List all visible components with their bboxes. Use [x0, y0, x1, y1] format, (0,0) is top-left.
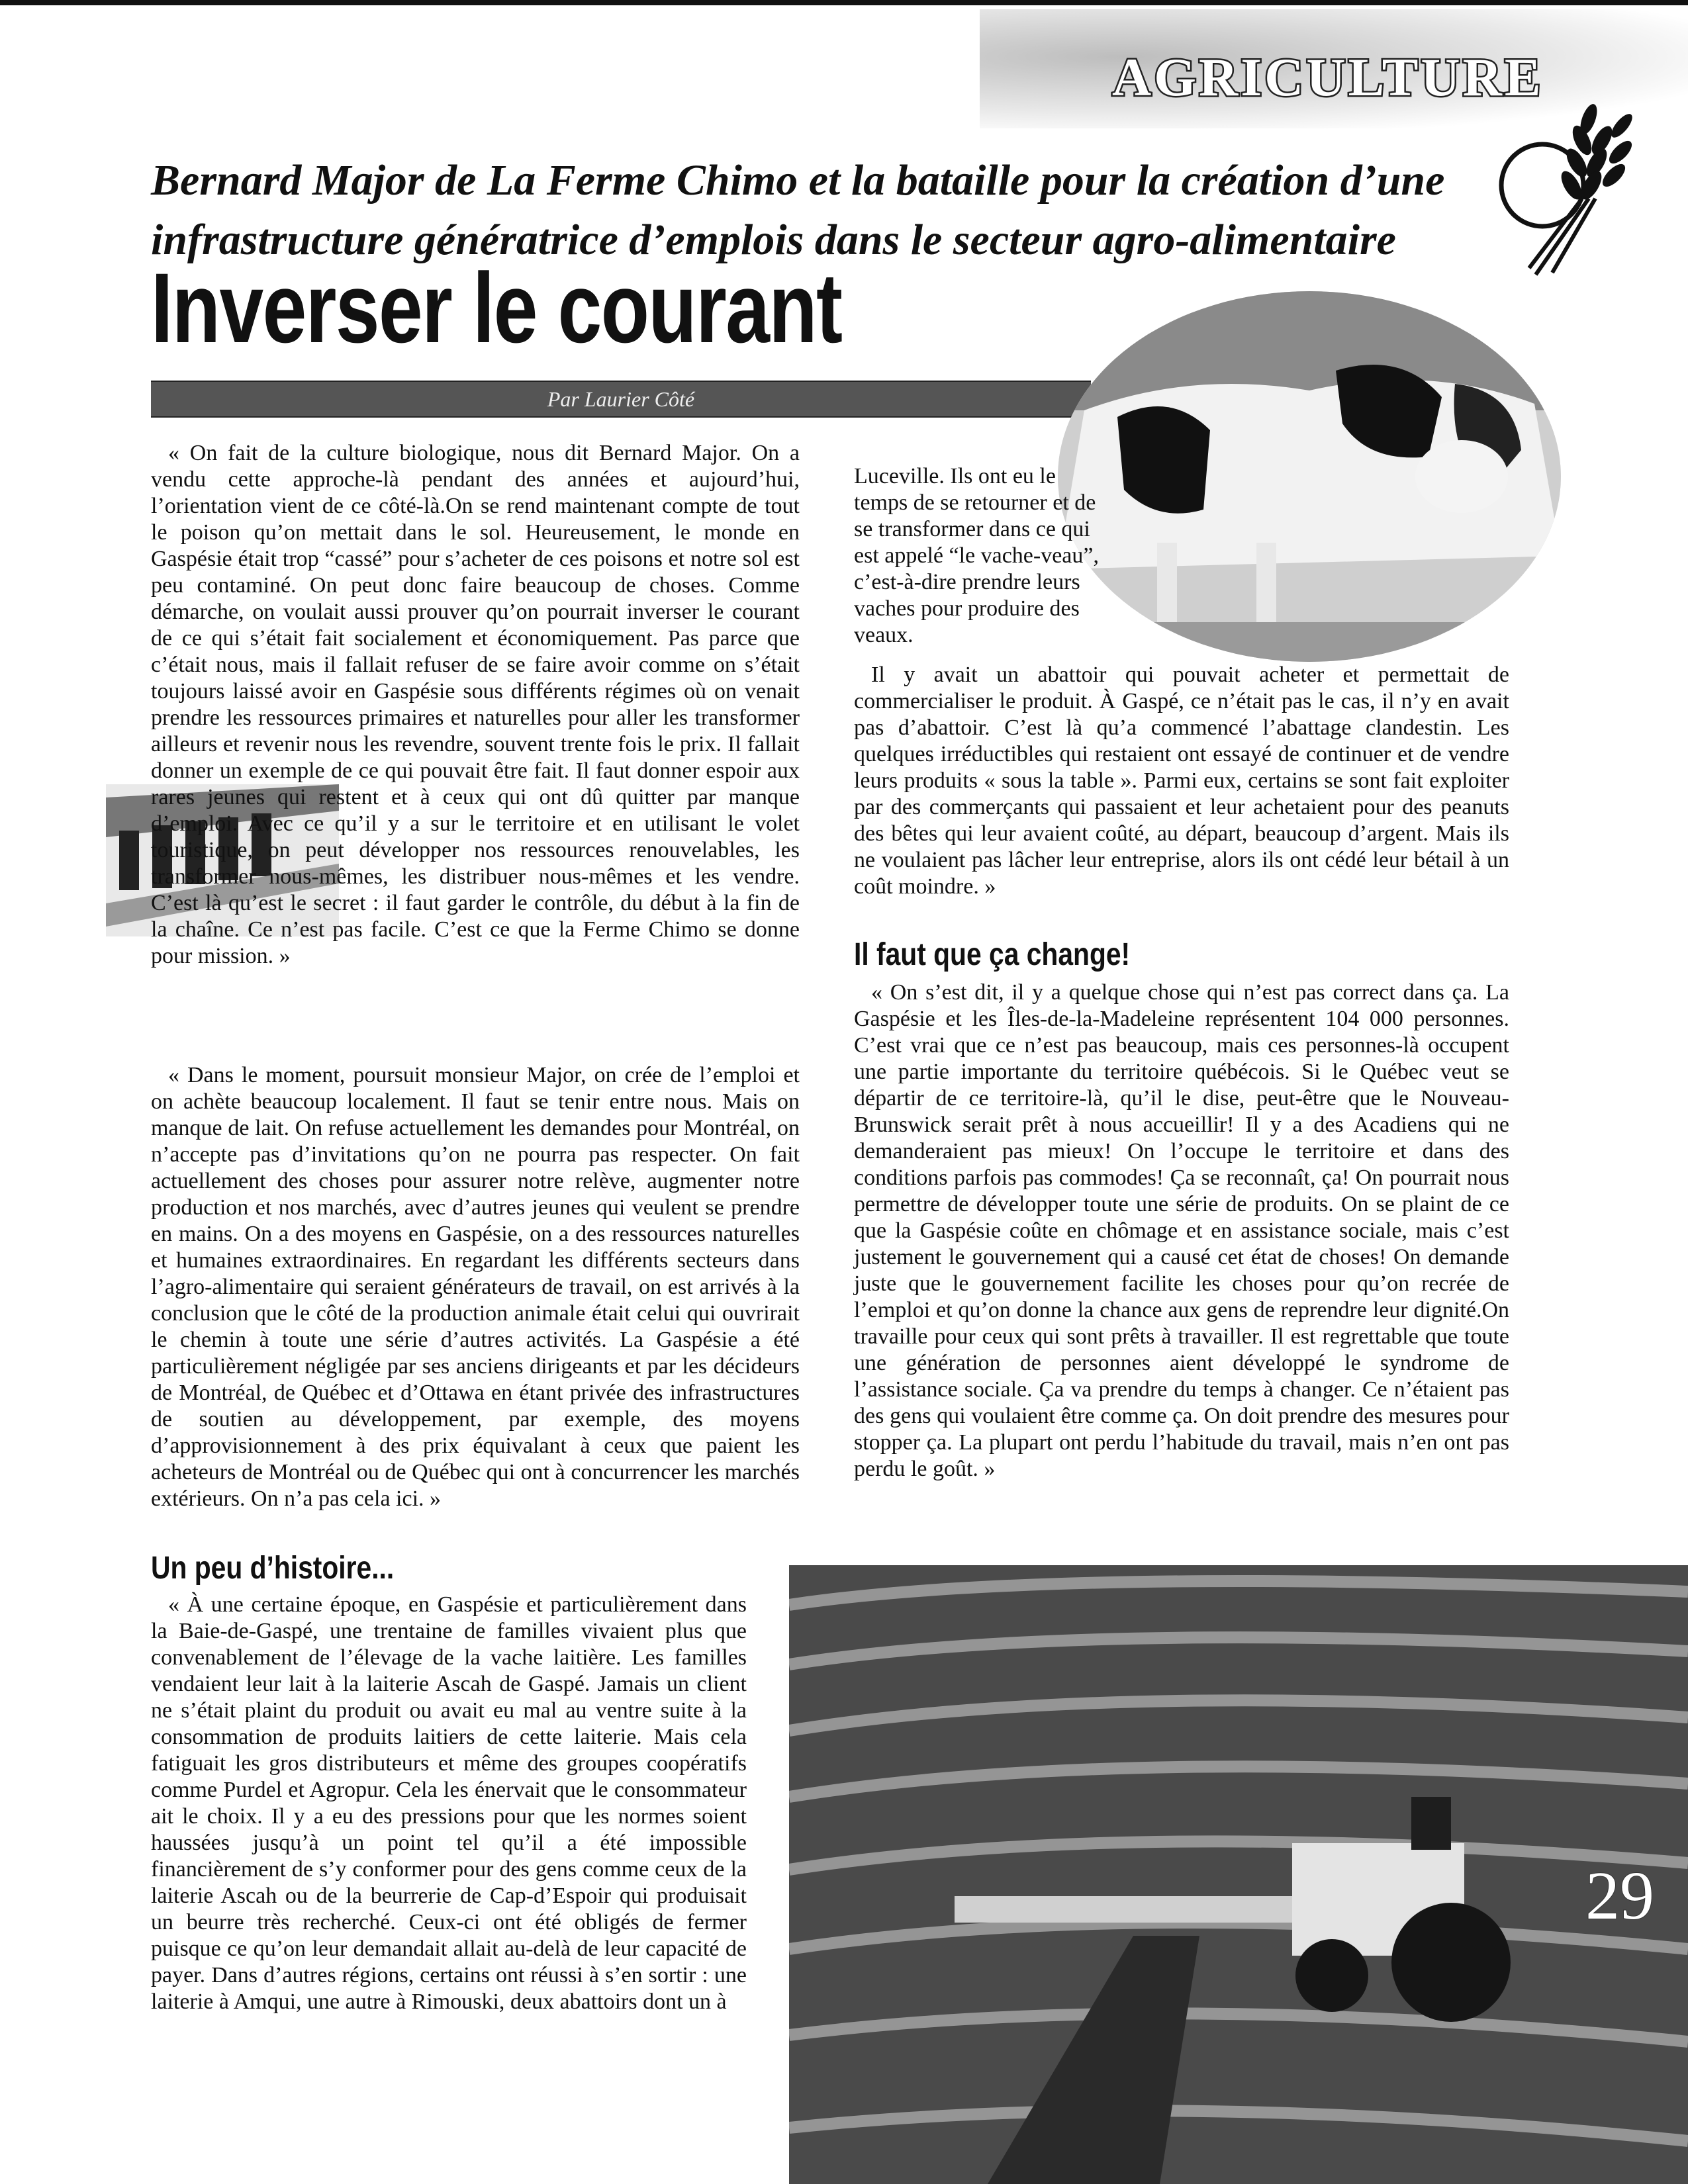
byline: Par Laurier Côté [547, 387, 695, 411]
paragraph: « On fait de la culture biologique, nous dit Bernard Major. On a vendu cette approche-là pendant des années et aujourd’hui, l’orientation vient de ce côté-là.On se rend maintenant compte de tout le poison qu’on mettait dans le sol. Heureusement, le monde en Gaspésie était trop “cassé” pour s’acheter de ces poisons et notre sol est peu contaminé. On peut donc faire beaucoup de choses. Comme démarche, on voulait aussi prouver qu’on pourrait inverser le courant de ce qui s’était fait socialement et économiquement. Pas parce que c’était nous, mais il fallait refuser de se faire avoir comme on s’était toujours laissé avoir en Gaspésie sous différents régimes où on venait prendre les ressources primaires et naturelles pour aller les transformer ailleurs et revenir nous les revendre, souvent trente fois le prix. Il fallait donner un exemple de ce qui pouvait être fait. Il faut donner espoir aux rares jeunes qui restent et à ceux qui ont dû quitter par manque d’emploi. Avec ce qu’il y a sur le territoire et en utilisant le volet touristique, on peut développer nos ressources renouvelables, les transformer nous-mêmes, les distribuer nous-mêmes et les vendre. C’est là qu’est le secret : il faut garder le contrôle, du début à la fin de la chaîne. Ce n’est pas facile. C’est ce que la Ferme Chimo se donne pour mission. » [151, 441, 800, 968]
page-number: 29 [1585, 1858, 1654, 1934]
tractor-illustration [789, 1565, 1688, 2184]
section-heading-history: Un peu d’histoire... [151, 1551, 395, 1586]
wheat-sun-icon [1489, 99, 1648, 278]
right-column-change [854, 979, 1509, 1482]
subtitle-line-1: Bernard Major de La Ferme Chimo et la bataille pour la création d’une [151, 156, 1445, 205]
left-column [151, 440, 800, 970]
section-heading-change: Il faut que ça change! [854, 937, 1131, 972]
paragraph: « Dans le moment, poursuit monsieur Major, on crée de l’emploi et on achète beaucoup localement. Il faut se tenir entre nous. Mais on manque de lait. On refuse actuellement les demandes pour Montréal, on n’accepte pas d’invitations qu’on ne pourra pas respecter. On fait actuellement des choses pour assurer notre relève, augmenter notre production et nos marchés, avec d’autres jeunes qui veulent se prendre en mains. On a des moyens en Gaspésie, on a des ressources naturelles et humaines extraordinaires. En regardant les différents secteurs dans l’agro-alimentaire qui seraient générateurs de travail, on est arrivés à la conclusion que le côté de la production animale était celui qui ouvrirait le chemin à toute une série d’autres activités. La Gaspésie a été particulièrement négligée par ses anciens dirigeants et par les décideurs de Montréal, de Québec et d’Ottawa en étant privée des infrastructures de soutien au développement, par exemple, des moyens d’approvisionnement à des prix équivalant à ceux que paient les acheteurs de Montréal ou de Québec qui ont à concurrencer les marchés extérieurs. On n’a pas cela ici. » [151, 1063, 800, 1511]
paragraph: Luceville. Ils ont eu le temps de se retourner et de se transformer dans ce qui est appelé “le vache-veau”, c’est-à-dire prendre leurs vaches pour produire des veaux. [854, 464, 1099, 647]
section-label: AGRICULTURE [1112, 47, 1544, 107]
paragraph: « On s’est dit, il y a quelque chose qui n’est pas correct dans ça. La Gaspésie et les Îles-de-la-Madeleine représentent 104 000 personnes. C’est vrai que ce n’est pas beaucoup, mais ces personnes-là occupent une partie importante du territoire québécois. Si le Québec veut se départir de ce territoire-là, qu’il le dise, peut-être que le Nouveau-Brunswick serait prêt à nous accueillir! Il y a des Acadiens qui ne demanderaient pas mieux! On l’occupe le territoire et dans des conditions parfois pas commodes! Ça se reconnaît, ça! On pourrait nous permettre de développer toute une série de produits. On se plaint de ce que la Gaspésie coûte en chômage et en assistance sociale, mais c’est justement le gouvernement qui a causé cet état de choses! On demande juste que le gouvernement facilite les choses pour qu’on recrée de l’emploi et qu’on donne la chance aux gens de reprendre leur dignité.On travaille pour ceux qui sont prêts à travailler. Il est regrettable que toute une génération de personnes aient développé le syndrome de l’assistance sociale. Ça va prendre du temps à changer. Ce n’étaient pas des gens qui voulaient être comme ça. On doit prendre des mesures pour stopper ça. La plupart ont perdu l’habitude du travail, mais n’en ont pas perdu le goût. » [854, 980, 1509, 1481]
right-column [854, 662, 1509, 900]
paragraph: « À une certaine époque, en Gaspésie et particulièrement dans la Baie-de-Gaspé, une trentaine de familles vivaient plus que convenablement de l’élevage de la vache laitière. Les familles vendaient leur lait à la laiterie Ascah de Gaspé. Jamais un client ne s’était plaint du produit ou avait eu mal au ventre suite à la consommation de produits laitiers de cette laiterie. Mais cela fatiguait les gros distributeurs et même des groupes coopératifs comme Purdel et Agropur. Cela les énervait que le consommateur ait le choix. Il y a eu des pressions pour que les normes soient haussées jusqu’à un point tel qu’il a été impossible financièrement de s’y conformer pour des gens comme ceux de la laiterie Ascah ou de la beurrerie de Cap-d’Espoir qui produisait un beurre très recherché. Ceux-ci ont été obligés de fermer puisque ce qu’on leur demandait allait au-delà de leur capacité de payer. Dans d’autres régions, certains ont réussi à s’en sortir : une laiterie à Amqui, une autre à Rimouski, deux abattoirs dont un à [151, 1592, 747, 2014]
left-column-continued [151, 1062, 800, 1512]
top-rule [0, 0, 1688, 5]
right-column-top [854, 463, 1099, 649]
subtitle-line-2: infrastructure génératrice d’emplois dans le secteur agro-alimentaire [151, 216, 1396, 264]
paragraph: Il y avait un abattoir qui pouvait acheter et permettait de commercialiser le produit. À Gaspé, ce n’était pas le cas, il n’y en avait pas d’abattoir. C’est là qu’a commencé l’abattage clandestin. Les quelques irréductibles qui restaient ont essayé de continuer et de vendre leurs produits « sous la table ». Parmi eux, certains se sont fait exploiter par des commerçants qui passaient et leur achetaient pour des peanuts des bêtes qui leur avaient coûté, au départ, beaucoup d’argent. Mais ils ne voulaient pas lâcher leur entreprise, alors ils ont cédé leur bétail à un coût moindre. » [854, 662, 1509, 899]
left-column-history [151, 1592, 747, 2015]
article-headline: Inverser le courant [151, 252, 842, 363]
tractor-field-photo [789, 1565, 1688, 2184]
cows-illustration [1058, 291, 1561, 662]
cows-photo [1058, 291, 1561, 662]
